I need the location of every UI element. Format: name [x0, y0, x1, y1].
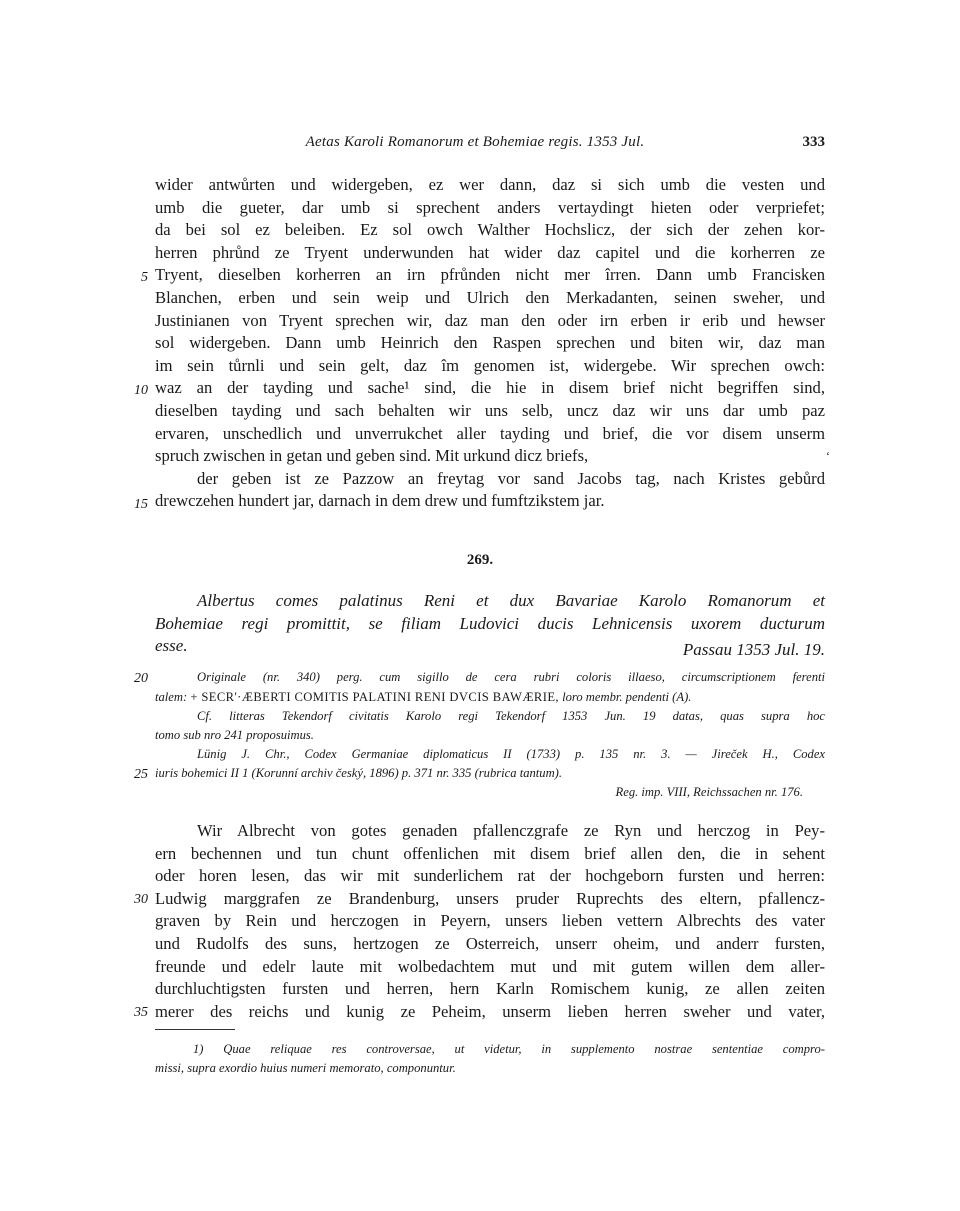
text-line: herren phrůnd ze Tryent underwunden hat wider daz capitel und die korherren ze [155, 243, 825, 262]
note-text: talem: [155, 690, 191, 704]
running-title: Aetas Karoli Romanorum et Bohemiae regis. 1353 Jul. [305, 134, 645, 150]
text-line: oder horen lesen, das wir mit sunderlichem rat der hochgeborn fursten und herren: [155, 866, 825, 885]
text-line: spruch zwischen in getan und geben sind. Mit urkund dicz briefs, [155, 446, 589, 465]
text-line: Tryent, dieselben korherren an irn pfrůnden nicht mer îrren. Dann umb Francisken [155, 265, 825, 284]
text-line: sol widergeben. Dann umb Heinrich den Raspen sprechen und biten wir, daz man [155, 333, 825, 352]
text-line: drewczehen hundert jar, darnach in dem drew und fumftzikstem jar. [155, 491, 605, 510]
text-line: graven by Rein und herczogen in Peyern, unsers lieben vettern Albrechts des vater [155, 911, 825, 930]
line-number: 5 [141, 270, 148, 285]
note-line: Lünig J. Chr., Codex Germaniae diplomaticus II (1733) p. 135 nr. 3. — Jireček H., Codex [197, 747, 825, 761]
text-line: dieselben tayding und sach behalten wir uns selb, uncz daz wir uns dar umb paz [155, 401, 825, 420]
text-line: merer des reichs und kunig ze Peheim, unserm lieben herren sweher und vater, [155, 1002, 825, 1021]
text-line: freunde und edelr laute mit wolbedachtem mut und mit gutem willen dem aller- [155, 957, 825, 976]
footnote-line: 1) Quae reliquae res controversae, ut videtur, in supplemento nostrae sententiae compro- [193, 1042, 825, 1056]
note-line: iuris bohemici II 1 (Korunní archiv český, 1896) p. 371 nr. 335 (rubrica tantum). [155, 766, 563, 780]
page-header [155, 134, 825, 156]
seal-inscription: + SECR'·ÆBERTI COMITIS PALATINI RENI DVCIS BAWÆRIE, [190, 690, 559, 704]
regest-line: esse. [155, 636, 188, 655]
regest-line: Albertus comes palatinus Reni et dux Bavariae Karolo Romanorum et [197, 591, 825, 610]
text-line: Blanchen, erben und sein weip und Ulrich den Merkadanten, seinen sweher, und [155, 288, 825, 307]
line-number: 25 [134, 767, 148, 782]
text-line: ervaren, unschedlich und unverrukchet aller tayding und brief, die vor disem unserm [155, 424, 825, 443]
note-line: tomo sub nro 241 proposuimus. [155, 728, 314, 742]
text-line: durchluchtigsten fursten und herren, hern Karln Romischem kunig, ze allen zeiten [155, 979, 825, 998]
line-number: 20 [134, 671, 148, 686]
regest-date: Passau 1353 Jul. 19. [682, 640, 825, 659]
text-line: waz an der tayding und sache¹ sind, die hie in disem brief nicht begriffen sind, [155, 378, 825, 397]
line-number: 30 [134, 892, 148, 907]
note-line: Reg. imp. VIII, Reichssachen nr. 176. [615, 785, 803, 799]
text-line: da bei sol ez beleiben. Ez sol owch Walther Hochslicz, der sich der zehen kor- [155, 220, 825, 239]
note-text: loro membr. pendenti (A). [558, 690, 692, 704]
text-line: der geben ist ze Pazzow an freytag vor sand Jacobs tag, nach Kristes gebůrd [197, 469, 825, 488]
text-line: und Rudolfs des suns, hertzogen ze Osterreich, unserr oheim, und anderr fursten, [155, 934, 825, 953]
text-line: Justinianen von Tryent sprechen wir, daz man den oder irn erben ir erib und hewser [155, 311, 825, 330]
text-line: wider antwůrten und widergeben, ez wer dann, daz si sich umb die vesten und [155, 175, 825, 194]
page-number: 333 [802, 134, 825, 150]
line-number: 10 [134, 383, 148, 398]
text-line: ern bechennen und tun chunt offenlichen mit disem brief allen den, die in sehent [155, 844, 825, 863]
text-line: Wir Albrecht von gotes genaden pfallenczgrafe ze Ryn und herczog in Pey- [197, 821, 825, 840]
note-line [155, 688, 825, 707]
line-number: 35 [134, 1005, 148, 1020]
footnote-line: missi, supra exordio huius numeri memorato, componuntur. [155, 1061, 456, 1075]
text-line: im sein tůrnli und sein gelt, daz îm genomen ist, widergebe. Wir sprechen owch: [155, 356, 825, 375]
footnote-divider [155, 1029, 235, 1030]
note-line: Originale (nr. 340) perg. cum sigillo de cera rubri coloris illaeso, circumscriptionem ferenti [197, 670, 825, 684]
text-line: umb die gueter, dar umb si sprechent anders vertaydingt hieten oder verpriefet; [155, 198, 825, 217]
regest-line: Bohemiae regi promittit, se filiam Ludovici ducis Lehnicensis uxorem ducturum [155, 614, 825, 633]
note-line: Cf. litteras Tekendorf civitatis Karolo regi Tekendorf 1353 Jun. 19 datas, quas supra hoc [197, 709, 825, 723]
text-line: Ludwig marggrafen ze Brandenburg, unsers pruder Ruprechts des eltern, pfallencz- [155, 889, 825, 908]
line-number: 15 [134, 497, 148, 512]
document-number: 269. [466, 552, 494, 568]
margin-mark: ‘ [826, 449, 830, 463]
